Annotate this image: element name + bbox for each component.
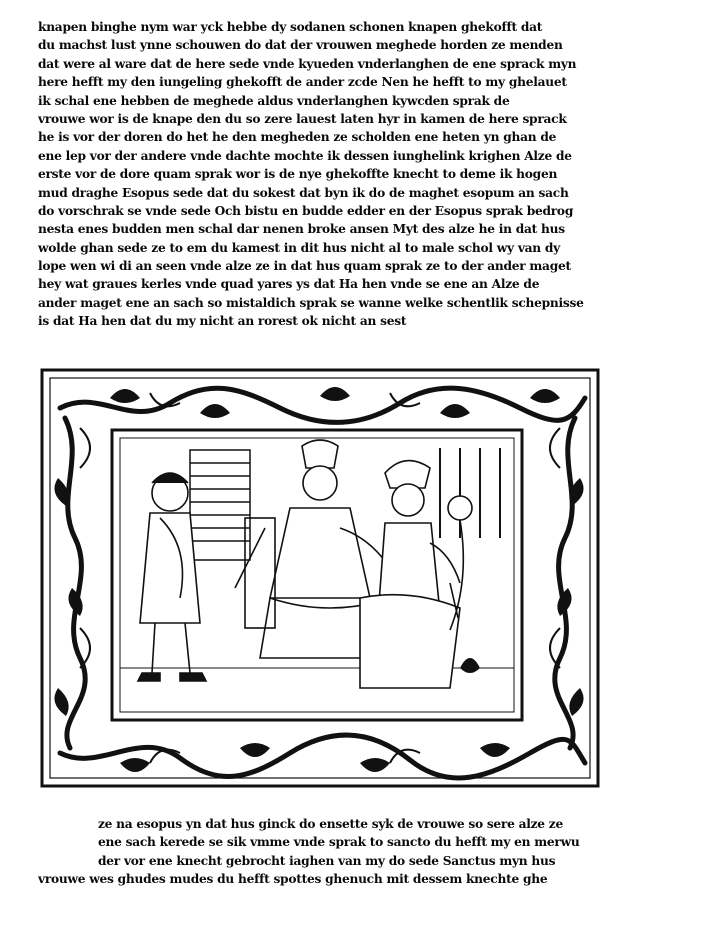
text-line: du machst lust ynne schouwen do dat der vrouwen meghede horden ze menden — [38, 38, 563, 53]
text-line: mud draghe Esopus sede dat du sokest dat byn ik do de maghet esopum an sach — [38, 185, 569, 200]
text-line: do vorschrak se vnde sede Och bistu en budde edder en der Esopus sprak bedrog — [38, 203, 574, 218]
text-line: ene sach kerede se sik vmme vnde sprak to sancto du hefft my en merwu — [98, 835, 580, 850]
text-line: ene lep vor der andere vnde dachte mochte ik dessen iunghelink krighen Alze de — [38, 148, 572, 163]
text-line: he is vor der doren do het he den megheden ze scholden ene heten yn ghan de — [38, 130, 557, 145]
text-line: nesta enes budden men schal dar nenen broke ansen Myt des alze he in dat hus — [38, 222, 565, 237]
text-line: ik schal ene hebben de meghede aldus vnderlanghen kywcden sprak de — [38, 93, 510, 108]
top-text-block — [38, 18, 610, 331]
text-line: vrouwe wes ghudes mudes du hefft spottes ghenuch mit dessem knechte ghe — [38, 872, 548, 887]
woodcut-illustration — [40, 368, 600, 788]
text-line: wolde ghan sede ze to em du kamest in dit hus nicht al to male schol wy van dy — [38, 240, 561, 255]
text-line: vrouwe wor is de knape den du so zere lauest laten hyr in kamen de here sprack — [38, 111, 567, 126]
text-line: der vor ene knecht gebrocht iaghen van my do sede Sanctus myn hus — [98, 853, 556, 868]
text-line: lope wen wi di an seen vnde alze ze in dat hus quam sprak ze to der ander maget — [38, 259, 571, 274]
text-line: hey wat graues kerles vnde quad yares ys dat Ha hen vnde se ene an Alze de — [38, 277, 540, 292]
text-line: here hefft my den iungeling ghekofft de ander zcde Nen he hefft to my ghelauet — [38, 75, 567, 90]
text-line: ze na esopus yn dat hus ginck do ensette syk de vrouwe so sere alze ze — [98, 817, 563, 831]
text-line: is dat Ha hen dat du my nicht an rorest ok nicht an sest — [38, 314, 407, 329]
woodcut-svg — [40, 368, 600, 788]
text-line: knapen binghe nym war yck hebbe dy sodanen schonen knapen ghekofft dat — [38, 20, 543, 34]
bottom-text-block — [38, 815, 610, 889]
text-line: dat were al ware dat de here sede vnde kyueden vnderlanghen de ene sprack myn — [38, 56, 577, 71]
text-line: ander maget ene an sach so mistaldich sprak se wanne welke schentlik schepnisse — [38, 295, 584, 310]
text-line: erste vor de dore quam sprak wor is de nye ghekoffte knecht to deme ik hogen — [38, 167, 558, 182]
